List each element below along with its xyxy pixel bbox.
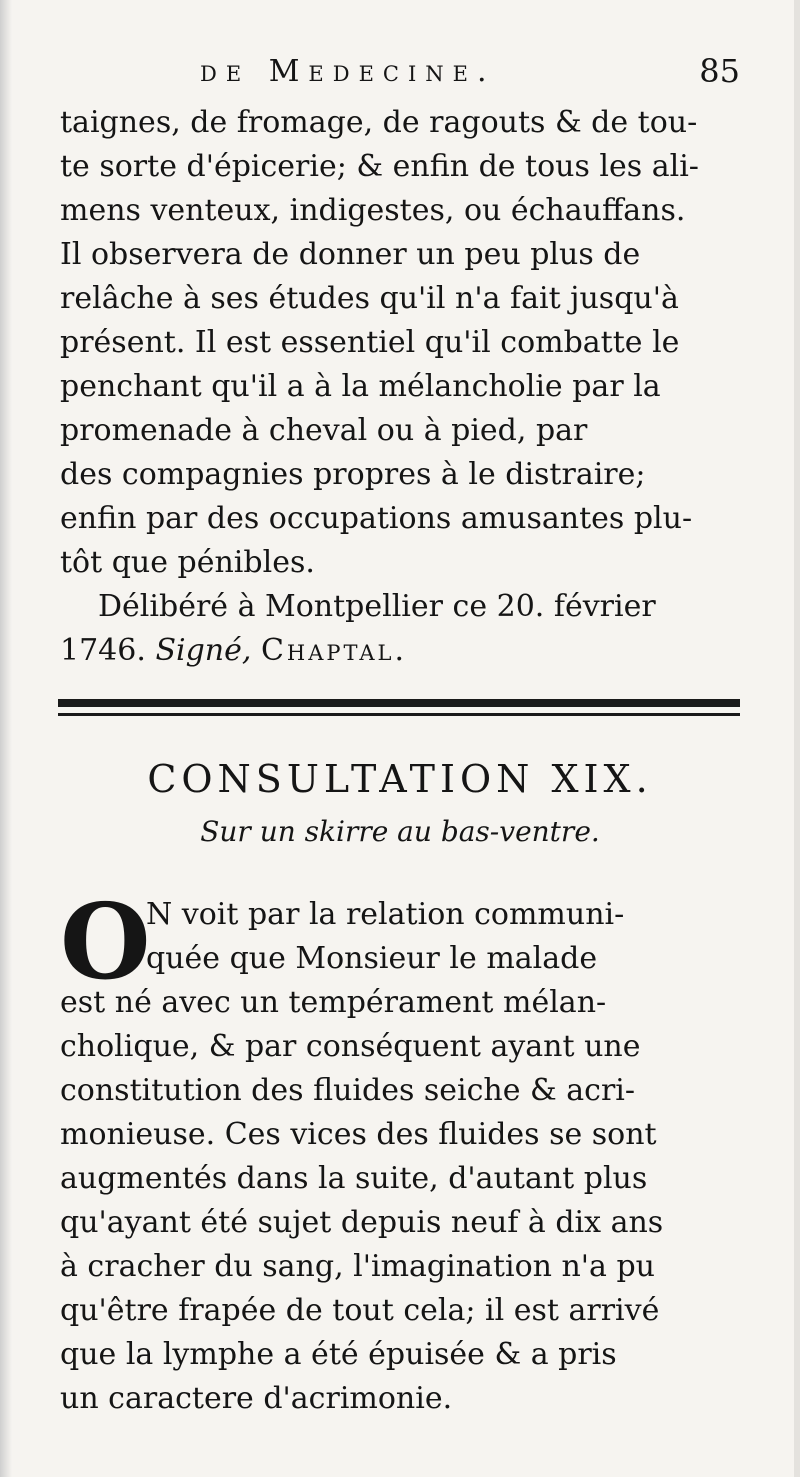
running-header <box>60 52 740 96</box>
signature-signed: Signé, <box>155 633 252 668</box>
closing-signature <box>60 585 740 673</box>
text-line: cholique, & par conséquent ayant une <box>60 1029 641 1064</box>
page-edge-shadow <box>0 0 12 1477</box>
consultation-subtitle: Sur un skirre au bas-ventre. <box>200 815 600 848</box>
signature-date: 1746. <box>60 633 146 668</box>
text-line: constitution des fluides seiche & acri- <box>60 1073 636 1108</box>
text-line: te sorte d'épicerie; & enfin de tous les ali- <box>60 149 699 184</box>
page-edge <box>794 0 800 1477</box>
text-line: tôt que pénibles. <box>60 545 315 580</box>
text-line: monieuse. Ces vices des fluides se sont <box>60 1117 657 1152</box>
text-line: qu'ayant été sujet depuis neuf à dix ans <box>60 1205 664 1240</box>
text-line: quée que Monsieur le malade <box>146 941 598 976</box>
text-line: N voit par la relation communi- <box>146 897 625 932</box>
text-line: présent. Il est essentiel qu'il combatte le <box>60 325 680 360</box>
text-line: enfin par des occupations amusantes plu- <box>60 501 693 536</box>
text-line: Il observera de donner un peu plus de <box>60 237 641 272</box>
text-line: taignes, de fromage, de ragouts & de tou- <box>60 105 698 140</box>
text-line: des compagnies propres à le distraire; <box>60 457 646 492</box>
text-line: promenade à cheval ou à pied, par <box>60 413 588 448</box>
text-line: mens venteux, indigestes, ou échauffans. <box>60 193 686 228</box>
text-line: un caractere d'acrimonie. <box>60 1381 453 1416</box>
consultation-paragraph <box>60 880 740 1421</box>
deliberation-line: Délibéré à Montpellier ce 20. février <box>98 589 656 624</box>
signatory-name: Chaptal. <box>260 633 408 668</box>
text-line: augmentés dans la suite, d'autant plus <box>60 1161 648 1196</box>
text-line: est né avec un tempérament mélan- <box>60 985 607 1020</box>
text-line: que la lymphe a été épuisée & a pris <box>60 1337 617 1372</box>
paragraph-continued <box>60 101 740 585</box>
running-title: de Medecine. <box>200 54 496 89</box>
signature-line <box>60 629 740 673</box>
drop-cap: O <box>60 880 151 1003</box>
text-line: qu'être frapée de tout cela; il est arrivé <box>60 1293 660 1328</box>
text-line: relâche à ses études qu'il n'a fait jusqu'à <box>60 281 679 316</box>
page-number: 85 <box>699 52 740 90</box>
consultation-heading: CONSULTATION XIX. <box>147 757 653 801</box>
text-line: penchant qu'il a à la mélancholie par la <box>60 369 661 404</box>
text-line: à cracher du sang, l'imagination n'a pu <box>60 1249 656 1284</box>
section-divider-thick <box>58 699 740 707</box>
section-divider-thin <box>58 713 740 716</box>
